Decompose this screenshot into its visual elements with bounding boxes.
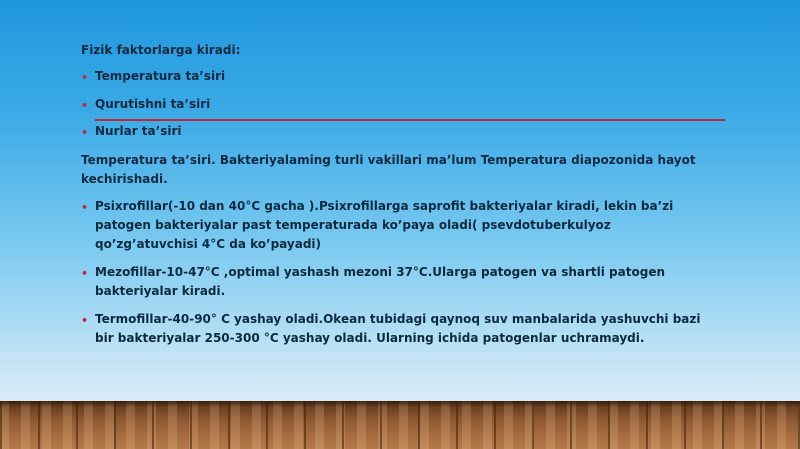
divider-line [95,119,725,121]
bullet-icon: • [81,314,89,327]
factor-item-drying: Qurutishni ta’siri [95,97,211,111]
temperature-paragraph: Temperatura ta’siri. Bakteriyalaming turli vakillari ma’lum Temperatura diapozonida hayot kechirishadi. [81,153,696,186]
wooden-floor [0,401,800,449]
bullet-icon: • [81,126,89,139]
group-mesophiles: Mezofillar-10-47°C ,optimal yashash mezoni 37°C.Ularga patogen va shartli patogen bakteriyalar kiradi. [95,265,665,298]
factor-item-temperature: Temperatura ta’siri [95,69,226,83]
bullet-icon: • [81,201,89,214]
group-thermophiles: Termofillar-40-90° C yashay oladi.Okean tubidagi qaynoq suv manbalarida yashuvchi bazi bir bakteriyalar 250-300 °C yashay oladi. Ularning ichida patogenlar uchramaydi. [95,312,701,345]
bullet-icon: • [81,267,89,280]
group-psychrophiles: Psixrofillar(-10 dan 40°C gacha ).Psixrofillarga saprofit bakteriyalar kiradi, lekin ba’zi patogen bakteriyalar past temperaturada ko’paya oladi( psevdotuberkulyoz qo’zg’atuvchisi 4°C da ko’payadi) [95,199,674,251]
factor-item-radiation: Nurlar ta’siri [95,124,182,138]
slide-heading: Fizik faktorlarga kiradi: [81,43,241,57]
bullet-icon: • [81,71,89,84]
bullet-icon: • [81,99,89,112]
